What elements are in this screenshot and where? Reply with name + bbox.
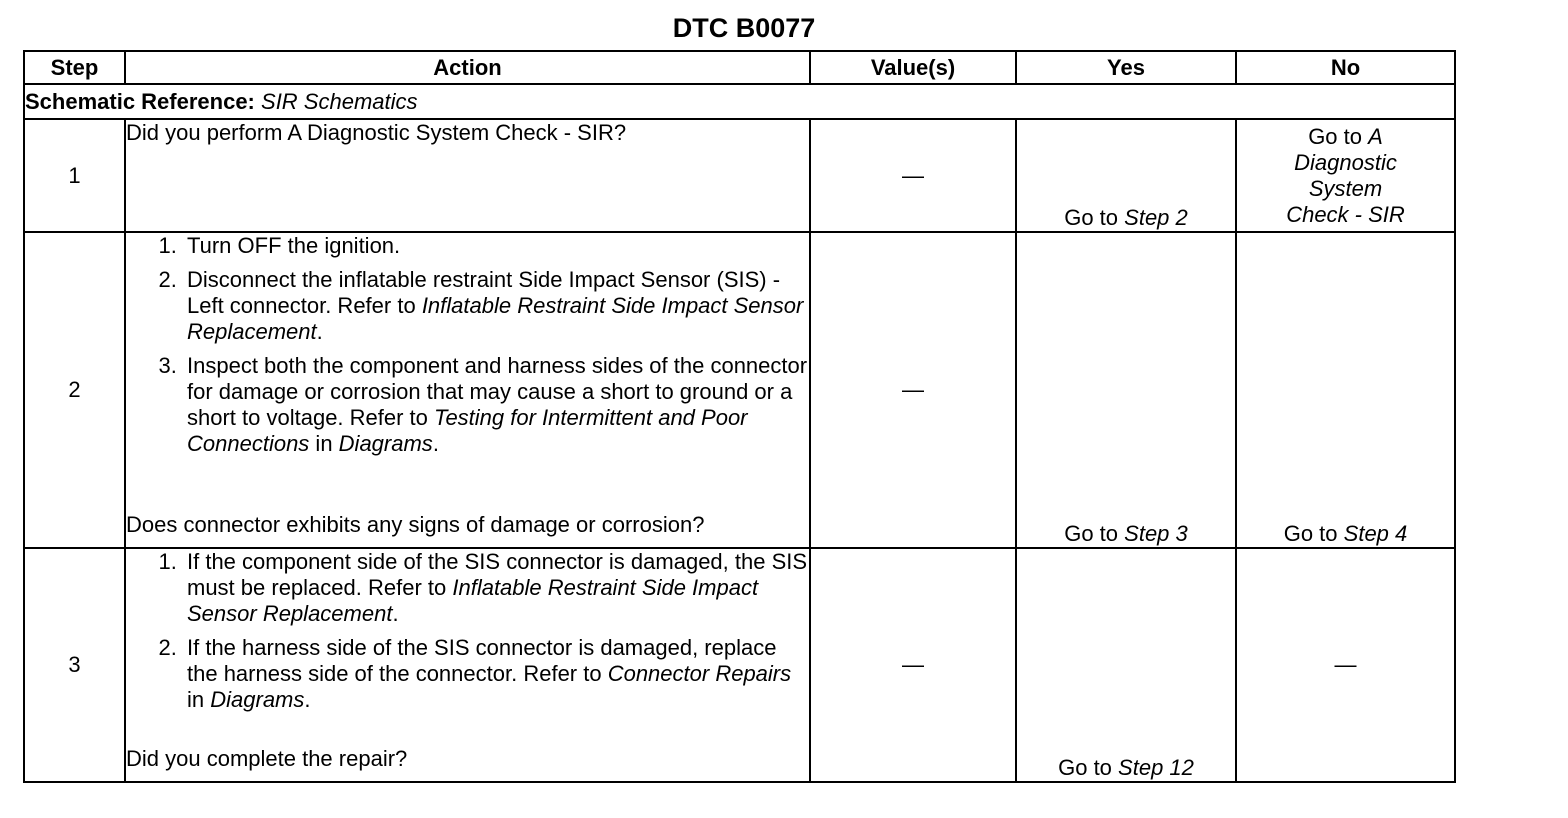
instruction-item: 3. Inspect both the component and harness sides of the connector for damage or corrosion that may cause a short to ground or a short to voltage. Refer to Testing for Intermittent and Poor Connections in Diagrams.: [183, 353, 809, 457]
no-step-link: A: [1368, 124, 1383, 149]
instruction-list: [126, 233, 809, 457]
header-row: [24, 51, 1455, 84]
table-row: [24, 548, 1455, 782]
header-action: Action: [125, 51, 810, 84]
action-cell: [125, 119, 810, 232]
yes-step-link: Step 12: [1118, 755, 1194, 780]
go-to-label: Go to: [1283, 521, 1338, 546]
empty-value: —: [1334, 652, 1357, 677]
action-question: Did you perform A Diagnostic System Check - SIR?: [126, 120, 627, 145]
action-question: Does connector exhibits any signs of damage or corrosion?: [126, 512, 705, 537]
table-row: [24, 119, 1455, 232]
instruction-item: 2. If the harness side of the SIS connector is damaged, replace the harness side of the connector. Refer to Connector Repairs in Diagrams.: [183, 635, 809, 713]
header-yes: Yes: [1016, 51, 1236, 84]
reference-link: Testing for Intermittent and Poor Connections: [187, 405, 748, 456]
step-number: 1: [24, 119, 125, 232]
instruction-item: 2. Disconnect the inflatable restraint Side Impact Sensor (SIS) - Left connector. Refer to Inflatable Restraint Side Impact Sensor Replacement.: [183, 267, 809, 345]
header-no: No: [1236, 51, 1455, 84]
go-to-label: Go to: [1308, 124, 1369, 149]
reference-link: Connector Repairs: [607, 661, 792, 686]
empty-value: —: [902, 652, 924, 677]
go-to-label: Go to: [1064, 521, 1119, 546]
instruction-list: [126, 549, 809, 713]
no-line: System: [1308, 176, 1383, 201]
no-cell: [1236, 232, 1455, 548]
yes-step-link: Step 2: [1124, 205, 1188, 230]
go-to-label: Go to: [1064, 205, 1119, 230]
go-to-label: Go to: [1058, 755, 1112, 780]
reference-link: Diagrams: [338, 431, 433, 456]
no-line: [1237, 124, 1454, 150]
header-values: Value(s): [810, 51, 1016, 84]
action-cell: [125, 548, 810, 782]
action-question: Did you complete the repair?: [126, 746, 408, 771]
yes-cell: [1016, 232, 1236, 548]
no-line: Diagnostic: [1294, 150, 1397, 175]
no-cell: [1236, 548, 1455, 782]
value-cell: [810, 232, 1016, 548]
reference-link: Inflatable Restraint Side Impact Sensor Replacement: [187, 575, 759, 626]
header-step: Step: [24, 51, 125, 84]
reference-link: Inflatable Restraint Side Impact Sensor Replacement: [187, 293, 804, 344]
no-cell: [1236, 119, 1455, 232]
schematic-reference: [24, 84, 1455, 119]
action-cell: [125, 232, 810, 548]
table-row: [24, 232, 1455, 548]
diagnostic-table: [23, 50, 1456, 783]
instruction-item: 1. Turn OFF the ignition.: [183, 233, 809, 259]
value-cell: [810, 548, 1016, 782]
no-line: Check - SIR: [1286, 202, 1405, 227]
yes-step-link: Step 3: [1124, 521, 1188, 546]
step-number: 3: [24, 548, 125, 782]
reference-link: Diagrams: [210, 687, 305, 712]
value-cell: [810, 119, 1016, 232]
empty-value: —: [902, 377, 924, 402]
yes-cell: [1016, 548, 1236, 782]
schematic-reference-row: [24, 84, 1455, 119]
schematic-label: Schematic Reference:: [25, 88, 255, 114]
schematic-link: SIR Schematics: [261, 88, 418, 114]
step-number: 2: [24, 232, 125, 548]
instruction-item: 1. If the component side of the SIS connector is damaged, the SIS must be replaced. Refer to Inflatable Restraint Side Impact Sensor Replacement.: [183, 549, 809, 627]
page-title: DTC B0077: [672, 13, 816, 43]
no-step-link: Step 4: [1343, 521, 1408, 546]
empty-value: —: [902, 162, 924, 188]
yes-cell: [1016, 119, 1236, 232]
